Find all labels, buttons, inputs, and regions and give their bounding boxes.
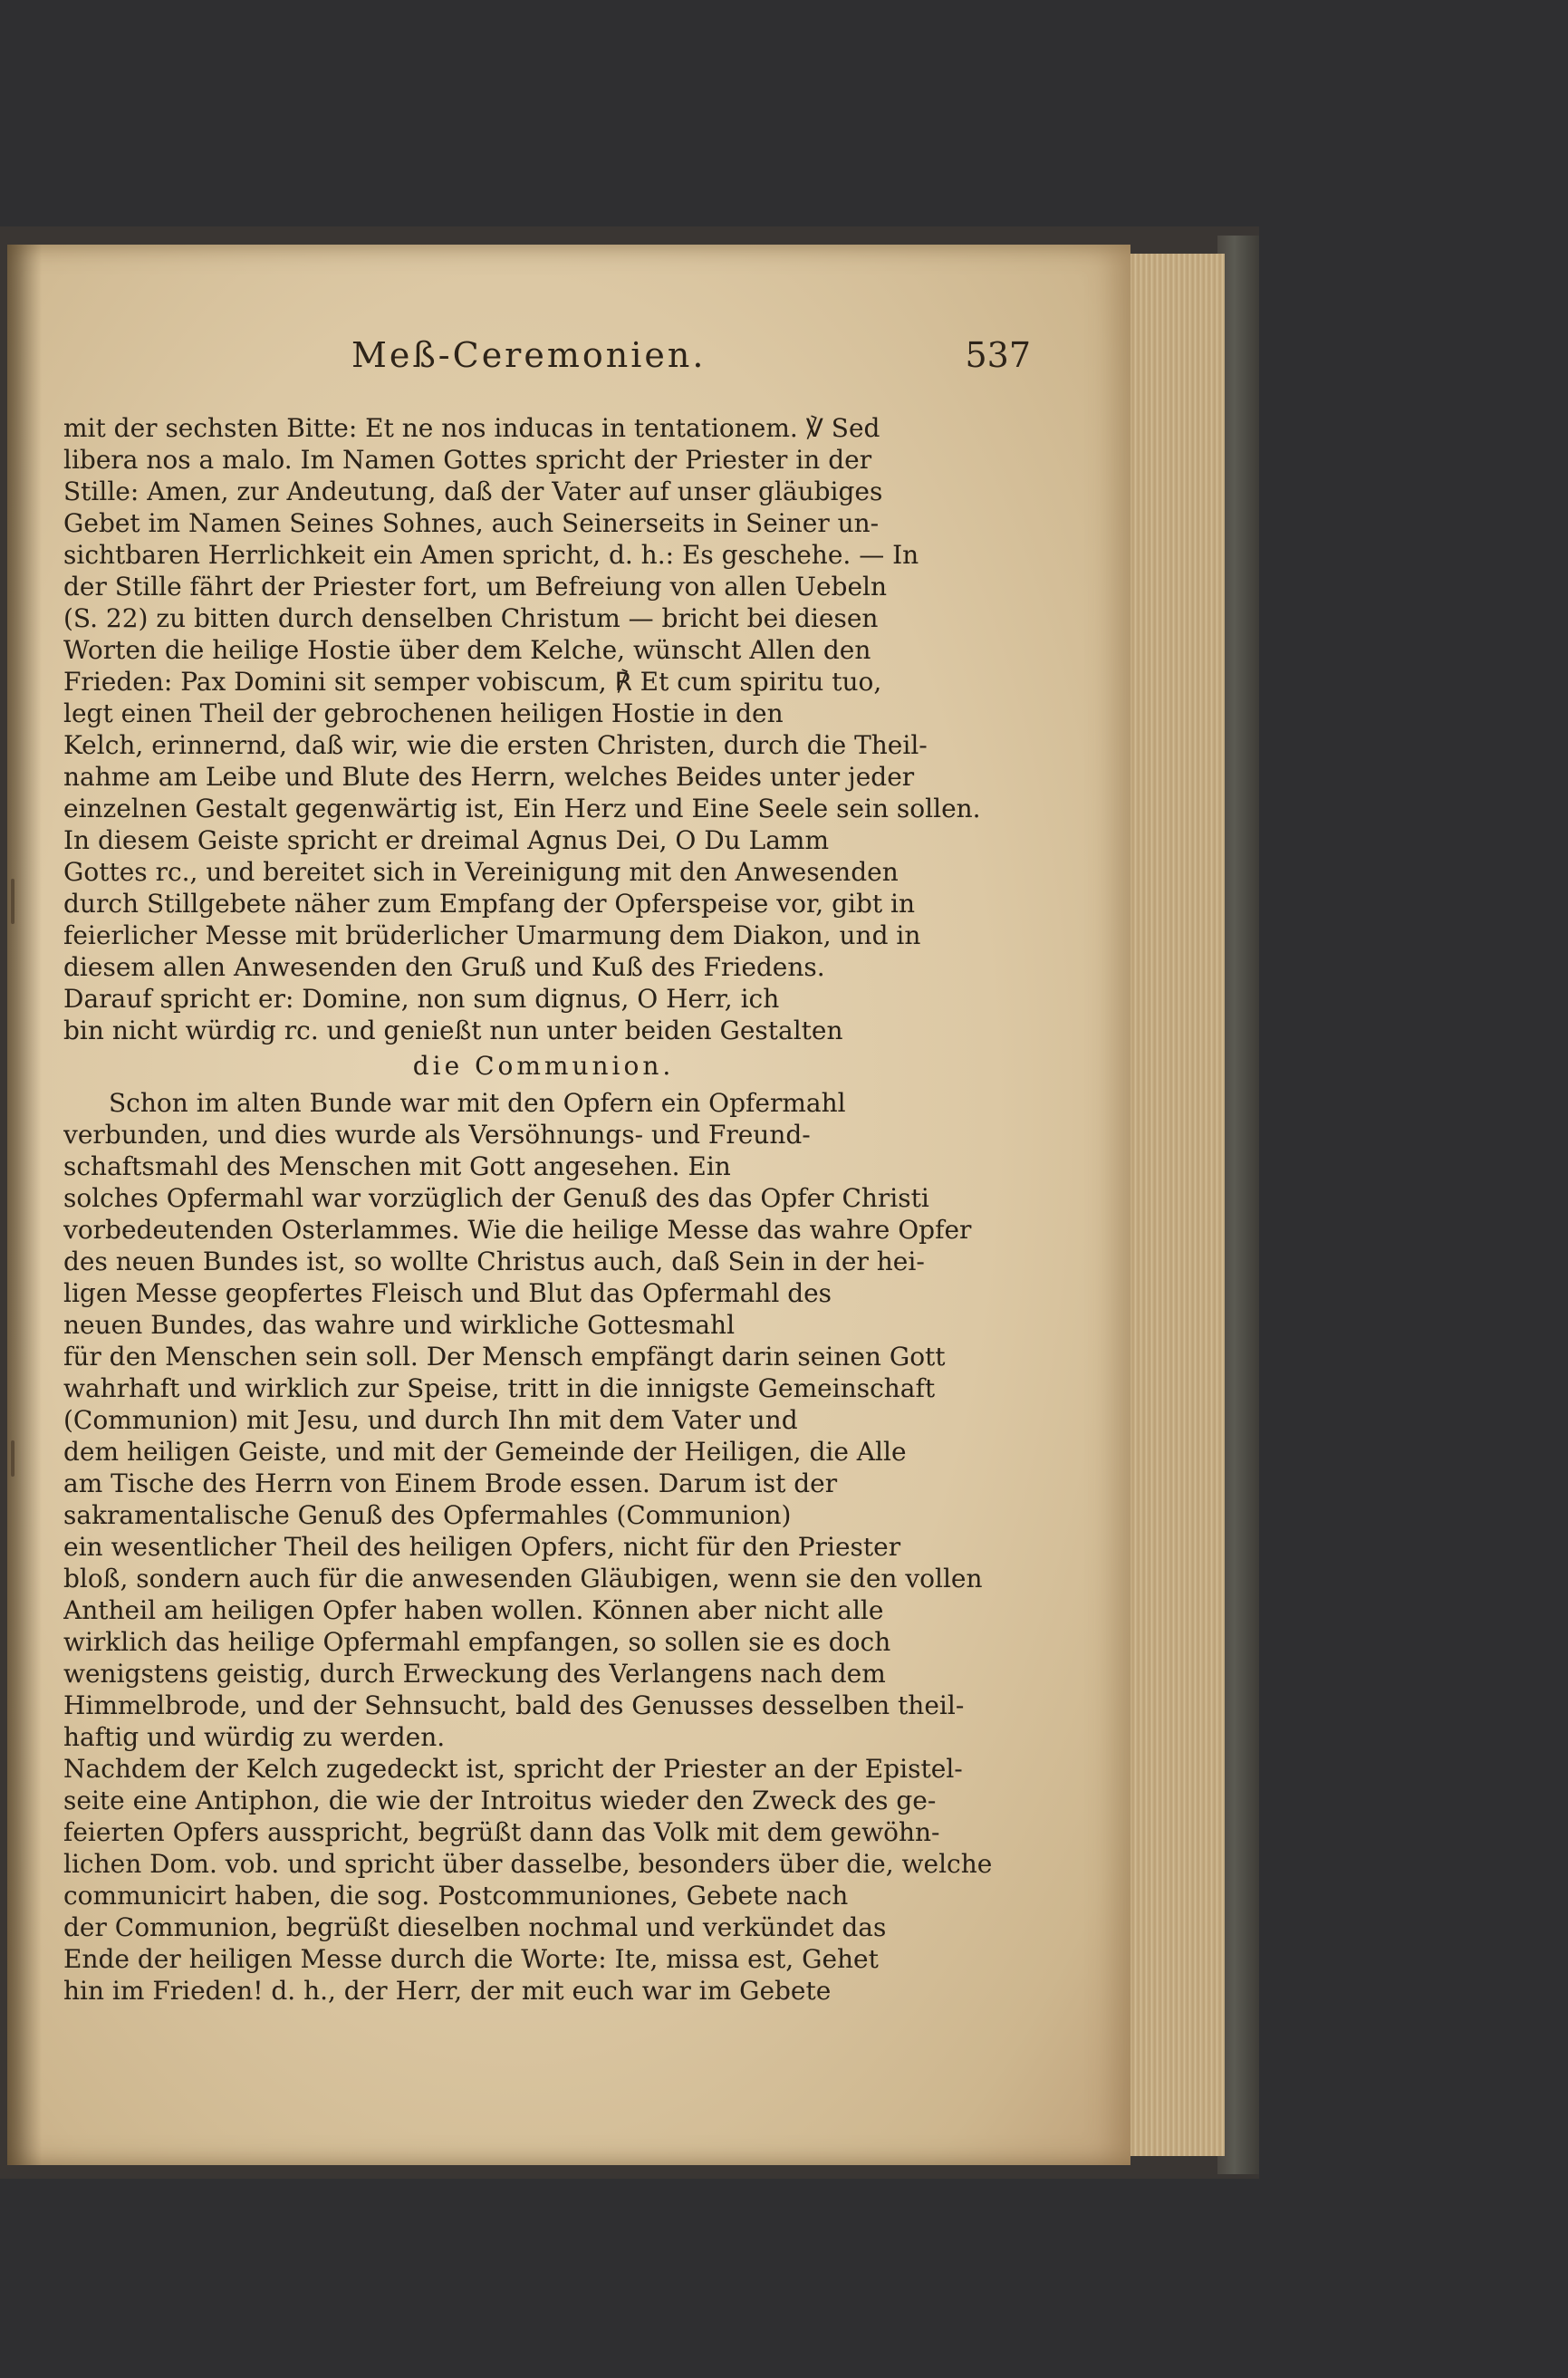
running-title: Meß-Ceremonien. bbox=[351, 335, 707, 375]
margin-mark bbox=[11, 1440, 14, 1477]
paragraph-postcommunion bbox=[63, 1753, 1024, 2007]
text-line: seite eine Antiphon, die wie der Introitus wieder den Zweck des ge- bbox=[63, 1786, 937, 1815]
text-line: wahrhaft und wirklich zur Speise, tritt in die innigste Gemeinschaft bbox=[63, 1373, 936, 1403]
text-line: Gebet im Namen Seines Sohnes, auch Seinerseits in Seiner un- bbox=[63, 508, 880, 538]
text-line: wirklich das heilige Opfermahl empfangen, so sollen sie es doch bbox=[63, 1627, 891, 1657]
text-line: Ende der heiligen Messe durch die Worte: Ite, missa est, Gehet bbox=[63, 1944, 879, 1974]
text-line: bloß, sondern auch für die anwesenden Gläubigen, wenn sie den vollen bbox=[63, 1564, 983, 1593]
text-line: Stille: Amen, zur Andeutung, daß der Vater auf unser gläubiges bbox=[63, 477, 883, 506]
text-line: vorbedeutenden Osterlammes. Wie die heilige Messe das wahre Opfer bbox=[63, 1215, 972, 1245]
text-line: solches Opfermahl war vorzüglich der Genuß des das Opfer Christi bbox=[63, 1183, 929, 1213]
text-line: Nachdem der Kelch zugedeckt ist, spricht der Priester an der Epistel- bbox=[63, 1754, 963, 1784]
text-line: legt einen Theil der gebrochenen heiligen Hostie in den bbox=[63, 698, 784, 728]
body-text bbox=[63, 412, 1024, 2007]
text-line: nahme am Leibe und Blute des Herrn, welches Beides unter jeder bbox=[63, 762, 915, 792]
text-line: Antheil am heiligen Opfer haben wollen. Können aber nicht alle bbox=[63, 1595, 884, 1625]
section-heading: die Communion. bbox=[412, 1051, 675, 1081]
text-line: neuen Bundes, das wahre und wirkliche Gottesmahl bbox=[63, 1310, 736, 1340]
text-line: libera nos a malo. Im Namen Gottes spricht der Priester in der bbox=[63, 445, 872, 475]
text-line: feierten Opfers ausspricht, begrüßt dann das Volk mit dem gewöhn- bbox=[63, 1817, 940, 1847]
text-line: diesem allen Anwesenden den Gruß und Kuß des Friedens. bbox=[63, 952, 825, 982]
text-line: sichtbaren Herrlichkeit ein Amen spricht, d. h.: Es geschehe. — In bbox=[63, 540, 919, 570]
text-line: verbunden, und dies wurde als Versöhnungs- und Freund- bbox=[63, 1120, 811, 1150]
text-line: Frieden: Pax Domini sit semper vobiscum, ℟ Et cum spiritu tuo, bbox=[63, 667, 882, 697]
book-page bbox=[7, 245, 1130, 2165]
text-line: schaftsmahl des Menschen mit Gott angesehen. Ein bbox=[63, 1151, 731, 1181]
page-number: 537 bbox=[965, 335, 1031, 375]
text-line: ein wesentlicher Theil des heiligen Opfers, nicht für den Priester bbox=[63, 1532, 901, 1562]
paragraph-communion bbox=[63, 1087, 1024, 1753]
text-line: Kelch, erinnernd, daß wir, wie die ersten Christen, durch die Theil- bbox=[63, 730, 928, 760]
text-line: Gottes rc., und bereitet sich in Vereinigung mit den Anwesenden bbox=[63, 857, 899, 887]
text-line: sakramentalische Genuß des Opfermahles (Communion) bbox=[63, 1500, 792, 1530]
text-line: haftig und würdig zu werden. bbox=[63, 1722, 446, 1752]
gutter-shadow bbox=[7, 245, 42, 2165]
text-line: mit der sechsten Bitte: Et ne nos inducas in tentationem. ℣ Sed bbox=[63, 413, 880, 443]
text-line: (Communion) mit Jesu, und durch Ihn mit dem Vater und bbox=[63, 1405, 798, 1435]
text-line: ligen Messe geopfertes Fleisch und Blut das Opfermahl des bbox=[63, 1278, 832, 1308]
text-line: In diesem Geiste spricht er dreimal Agnus Dei, O Du Lamm bbox=[63, 825, 829, 855]
page-header bbox=[71, 335, 1031, 390]
text-line: des neuen Bundes ist, so wollte Christus auch, daß Sein in der hei- bbox=[63, 1247, 925, 1276]
text-line: Himmelbrode, und der Sehnsucht, bald des Genusses desselben theil- bbox=[63, 1690, 965, 1720]
text-line: bin nicht würdig rc. und genießt nun unter beiden Gestalten bbox=[63, 1016, 843, 1045]
text-line: am Tische des Herrn von Einem Brode essen. Darum ist der bbox=[63, 1468, 838, 1498]
paragraph-mass-prayers bbox=[63, 412, 1024, 1046]
margin-mark bbox=[11, 879, 14, 924]
text-line: hin im Frieden! d. h., der Herr, der mit euch war im Gebete bbox=[63, 1976, 832, 2006]
text-line: der Stille fährt der Priester fort, um Befreiung von allen Uebeln bbox=[63, 572, 888, 602]
text-line: lichen Dom. vob. und spricht über dasselbe, besonders über die, welche bbox=[63, 1849, 993, 1879]
text-line: für den Menschen sein soll. Der Mensch empfängt darin seinen Gott bbox=[63, 1342, 946, 1372]
text-line: feierlicher Messe mit brüderlicher Umarmung dem Diakon, und in bbox=[63, 920, 921, 950]
text-line: communicirt haben, die sog. Postcommuniones, Gebete nach bbox=[63, 1881, 849, 1911]
text-line: wenigstens geistig, durch Erweckung des Verlangens nach dem bbox=[63, 1659, 886, 1689]
text-line: Darauf spricht er: Domine, non sum dignus, O Herr, ich bbox=[63, 984, 780, 1014]
book bbox=[0, 226, 1259, 2179]
text-line: dem heiligen Geiste, und mit der Gemeinde der Heiligen, die Alle bbox=[63, 1437, 907, 1467]
text-line: einzelnen Gestalt gegenwärtig ist, Ein Herz und Eine Seele sein sollen. bbox=[63, 794, 981, 823]
text-line: durch Stillgebete näher zum Empfang der Opferspeise vor, gibt in bbox=[63, 889, 916, 919]
text-line: Schon im alten Bunde war mit den Opfern ein Opfermahl bbox=[109, 1088, 846, 1118]
text-line: Worten die heilige Hostie über dem Kelche, wünscht Allen den bbox=[63, 635, 871, 665]
text-line: (S. 22) zu bitten durch denselben Christum — bricht bei diesen bbox=[63, 603, 879, 633]
text-line: der Communion, begrüßt dieselben nochmal und verkündet das bbox=[63, 1912, 887, 1942]
